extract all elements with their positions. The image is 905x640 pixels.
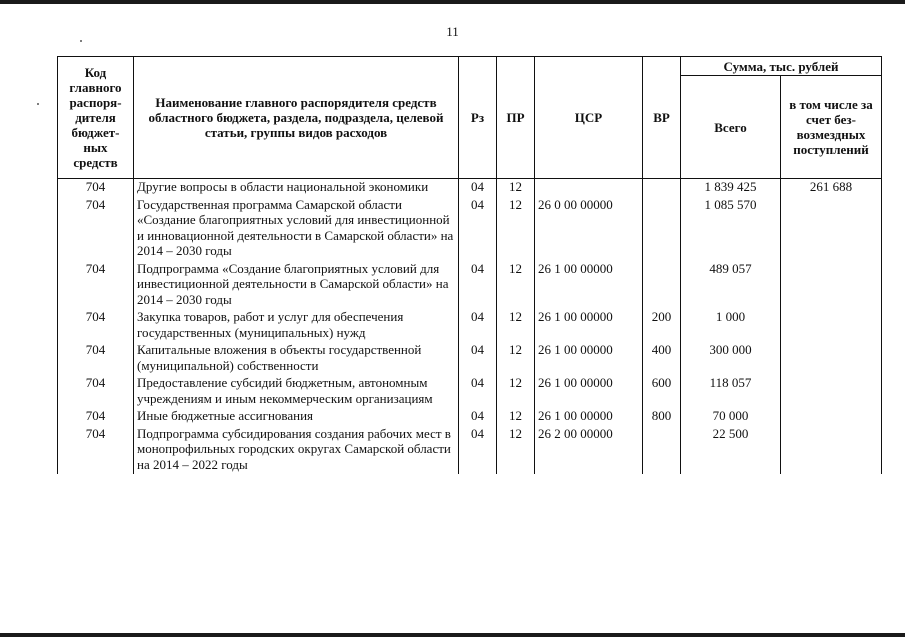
- header-name: Наименование главного распорядителя средств областного бюджета, раздела, подраздела, целевой статьи, группы видов расходов: [134, 57, 459, 179]
- cell-rz: 04: [459, 179, 497, 197]
- header-sum: Сумма, тыс. рублей: [681, 57, 882, 76]
- cell-free: [781, 197, 882, 261]
- cell-free: [781, 375, 882, 408]
- cell-pr: 12: [497, 261, 535, 310]
- cell-name: Капитальные вложения в объекты государственной (муниципальной) собственности: [134, 342, 459, 375]
- header-pr: ПР: [497, 57, 535, 179]
- cell-csr: 26 1 00 00000: [535, 342, 643, 375]
- cell-csr: 26 1 00 00000: [535, 375, 643, 408]
- cell-pr: 12: [497, 342, 535, 375]
- cell-code: 704: [58, 197, 134, 261]
- page-number: 11: [446, 24, 459, 39]
- header-vr: ВР: [643, 57, 681, 179]
- cell-csr: [535, 179, 643, 197]
- cell-code: 704: [58, 408, 134, 426]
- cell-vr: 400: [643, 342, 681, 375]
- cell-csr: 26 1 00 00000: [535, 408, 643, 426]
- cell-vr: 200: [643, 309, 681, 342]
- table-row: [58, 408, 882, 426]
- cell-vr: [643, 261, 681, 310]
- cell-vr: 800: [643, 408, 681, 426]
- cell-free: [781, 408, 882, 426]
- scan-speck: [80, 40, 82, 42]
- table-row: [58, 261, 882, 310]
- cell-free: [781, 342, 882, 375]
- cell-name: Подпрограмма субсидирования создания рабочих мест в монопрофильных городских округах Самарской области на 2014 – 2022 годы: [134, 426, 459, 475]
- cell-free: [781, 261, 882, 310]
- budget-table: [57, 56, 882, 474]
- cell-rz: 04: [459, 309, 497, 342]
- cell-vr: 600: [643, 375, 681, 408]
- cell-total: 489 057: [681, 261, 781, 310]
- cell-rz: 04: [459, 408, 497, 426]
- cell-total: 22 500: [681, 426, 781, 475]
- header-csr: ЦСР: [535, 57, 643, 179]
- cell-rz: 04: [459, 261, 497, 310]
- cell-csr: 26 1 00 00000: [535, 261, 643, 310]
- cell-free: 261 688: [781, 179, 882, 197]
- cell-total: 1 000: [681, 309, 781, 342]
- cell-vr: [643, 179, 681, 197]
- table-row: [58, 342, 882, 375]
- cell-code: 704: [58, 426, 134, 475]
- cell-name: Закупка товаров, работ и услуг для обеспечения государственных (муниципальных) нужд: [134, 309, 459, 342]
- cell-rz: 04: [459, 197, 497, 261]
- cell-free: [781, 309, 882, 342]
- table-body: [58, 179, 882, 475]
- table-row: [58, 179, 882, 197]
- header-rz: Рз: [459, 57, 497, 179]
- cell-csr: 26 1 00 00000: [535, 309, 643, 342]
- cell-total: 118 057: [681, 375, 781, 408]
- table-row: [58, 309, 882, 342]
- header-free: в том числе за счет без-возмездных поступлений: [781, 76, 882, 179]
- header-total: Всего: [681, 76, 781, 179]
- cell-pr: 12: [497, 197, 535, 261]
- cell-name: Государственная программа Самарской области «Создание благоприятных условий для инвестиционной и инновационной деятельности в Самарской области» на 2014 – 2030 годы: [134, 197, 459, 261]
- cell-name: Предоставление субсидий бюджетным, автономным учреждениям и иным некоммерческим организациям: [134, 375, 459, 408]
- cell-name: Иные бюджетные ассигнования: [134, 408, 459, 426]
- cell-code: 704: [58, 261, 134, 310]
- cell-total: 1 839 425: [681, 179, 781, 197]
- cell-code: 704: [58, 342, 134, 375]
- cell-rz: 04: [459, 375, 497, 408]
- table-row: [58, 426, 882, 475]
- cell-pr: 12: [497, 309, 535, 342]
- cell-name: Другие вопросы в области национальной экономики: [134, 179, 459, 197]
- cell-pr: 12: [497, 179, 535, 197]
- cell-csr: 26 2 00 00000: [535, 426, 643, 475]
- cell-name: Подпрограмма «Создание благоприятных условий для инвестиционной деятельности в Самарской области» на 2014 – 2030 годы: [134, 261, 459, 310]
- cell-pr: 12: [497, 408, 535, 426]
- cell-code: 704: [58, 309, 134, 342]
- cell-csr: 26 0 00 00000: [535, 197, 643, 261]
- cell-pr: 12: [497, 375, 535, 408]
- cell-vr: [643, 197, 681, 261]
- bottom-scan-border: [0, 633, 905, 637]
- cell-total: 70 000: [681, 408, 781, 426]
- cell-total: 300 000: [681, 342, 781, 375]
- table-row: [58, 375, 882, 408]
- table-header: [58, 57, 882, 179]
- header-code: Код главного распоря-дителя бюджет-ных средств: [58, 57, 134, 179]
- cell-total: 1 085 570: [681, 197, 781, 261]
- table-row: [58, 197, 882, 261]
- cell-pr: 12: [497, 426, 535, 475]
- scan-speck: [37, 103, 39, 105]
- cell-code: 704: [58, 179, 134, 197]
- cell-vr: [643, 426, 681, 475]
- cell-rz: 04: [459, 426, 497, 475]
- cell-code: 704: [58, 375, 134, 408]
- cell-free: [781, 426, 882, 475]
- top-scan-border: [0, 0, 905, 4]
- cell-rz: 04: [459, 342, 497, 375]
